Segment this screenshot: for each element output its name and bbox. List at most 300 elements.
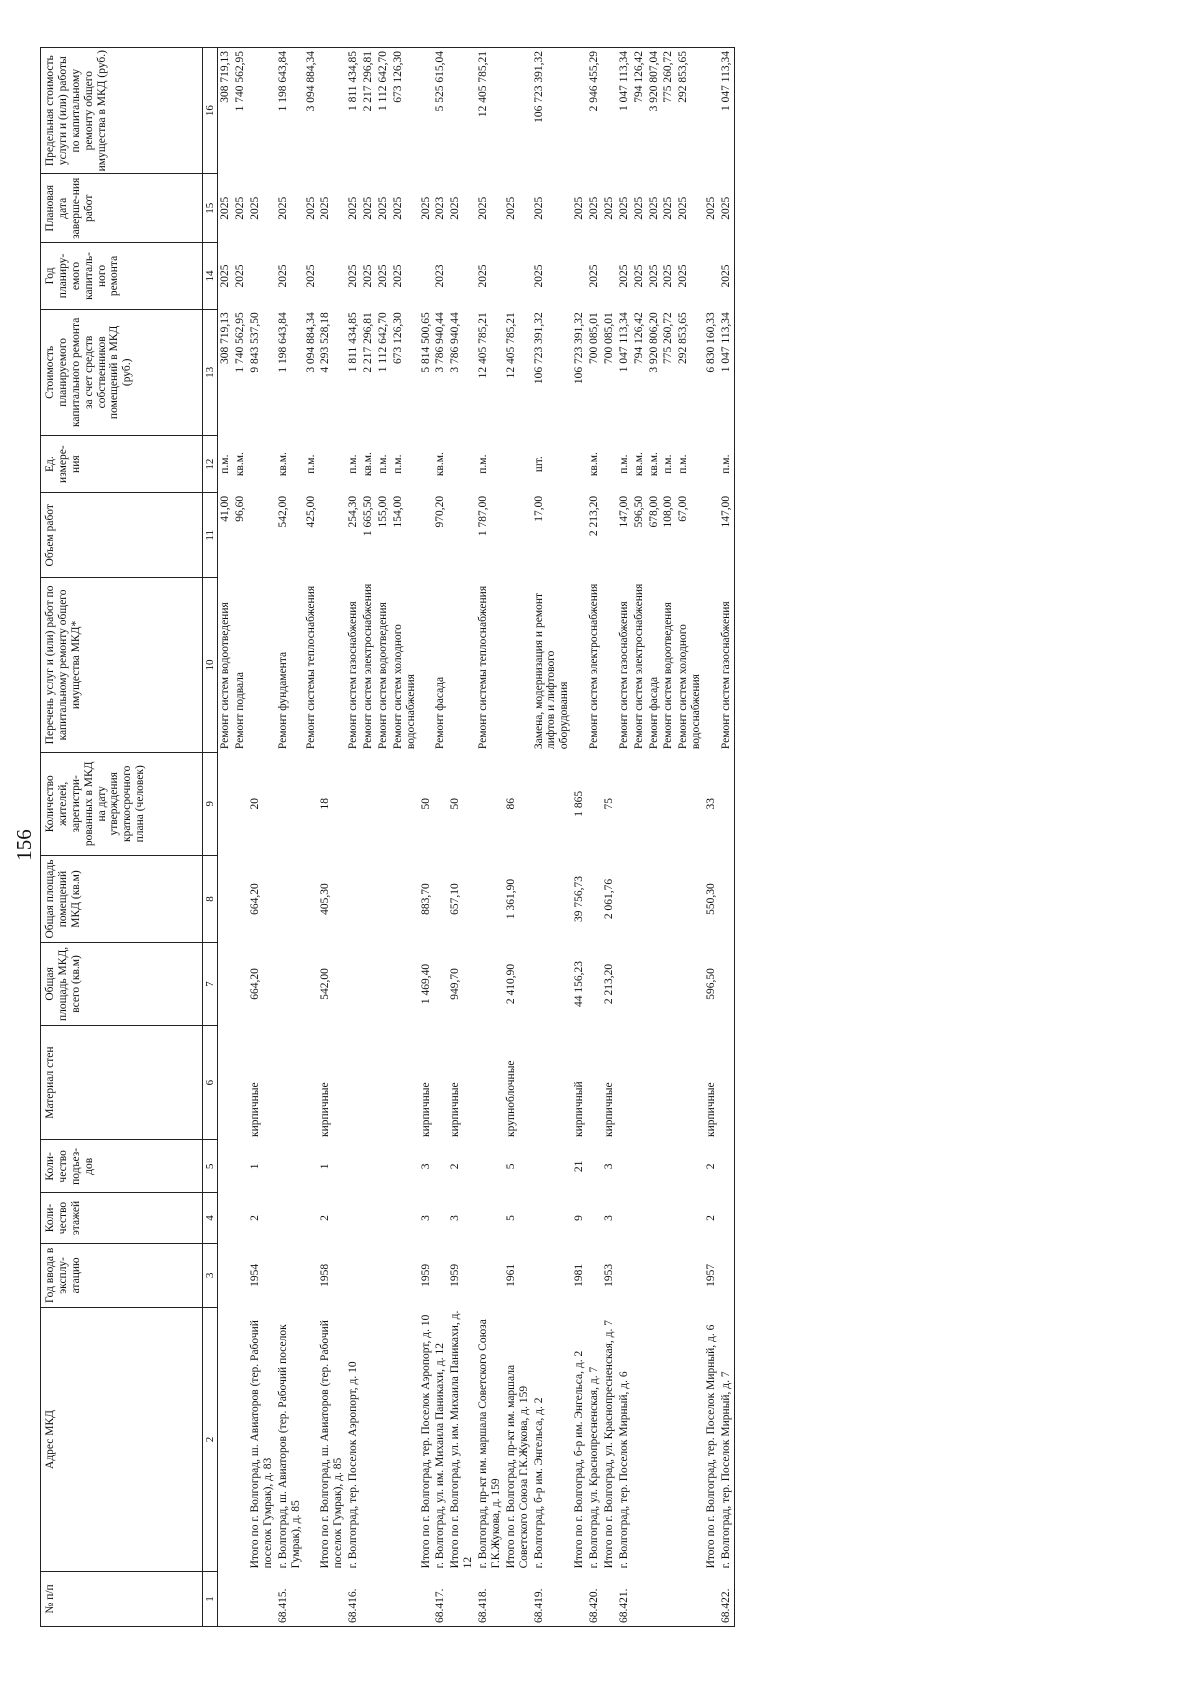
table-cell [661, 1193, 676, 1243]
table-cell [233, 1025, 248, 1140]
table-cell: 2025 [376, 264, 389, 288]
table-cell [504, 493, 532, 578]
table-cell: п.м. [477, 454, 490, 474]
table-cell: кв.м. [362, 452, 375, 477]
table-cell [587, 1140, 602, 1193]
table-cell [361, 752, 376, 855]
table-cell [532, 1025, 573, 1140]
table-cell: 308 719,13 [219, 312, 232, 364]
table-cell: 33 [705, 798, 718, 810]
table-cell [318, 48, 346, 174]
table-cell [572, 435, 587, 492]
table-row [572, 48, 587, 1627]
table-cell [719, 1243, 734, 1307]
table-cell [617, 855, 632, 942]
table-cell [617, 1025, 632, 1140]
table-cell: 2025 [632, 196, 645, 220]
table-cell: 1 047 113,34 [617, 48, 632, 174]
table-cell: Ремонт систем водоотведения [662, 602, 675, 750]
table-cell [361, 943, 376, 1026]
table-cell: 2025 [391, 264, 404, 288]
table-cell [433, 1193, 448, 1243]
table-cell: кирпичные [449, 1082, 462, 1137]
table-cell [476, 1140, 504, 1193]
table-cell: 596,50 [632, 495, 645, 528]
column-header-12: Ед. измере-ния [41, 435, 203, 492]
table-row [304, 48, 319, 1627]
table-row [419, 48, 434, 1627]
table-cell: 1957 [705, 1263, 718, 1287]
column-number-12: 12 [203, 435, 218, 492]
table-cell [376, 1140, 391, 1193]
table-cell: Итого по г. Волгоград, пр-кт им. маршала Советского Союза Г.К.Жукова, д. 159 [504, 1364, 530, 1569]
table-cell: 2025 [705, 196, 718, 220]
table-cell [433, 943, 448, 1026]
table-cell [632, 1571, 647, 1626]
table-cell: 3 920 807,04 [647, 48, 662, 174]
table-cell [391, 1140, 419, 1193]
table-cell: 3 094 884,34 [304, 48, 319, 174]
table-cell [346, 1193, 361, 1243]
table-cell: 2025 [677, 264, 690, 288]
table-cell [276, 855, 304, 942]
table-cell: 2025 [219, 196, 232, 220]
table-cell: 147,00 [719, 493, 734, 578]
table-cell [276, 1025, 304, 1140]
table-cell: 775 260,72 [662, 312, 675, 364]
table-cell: г. Волгоград, ул. Краснопресненская, д. 7 [588, 1366, 601, 1569]
table-cell: кирпичные [705, 1082, 718, 1137]
table-cell [719, 1025, 734, 1140]
table-cell: 2 946 455,29 [587, 48, 602, 174]
table-cell [602, 243, 617, 310]
table-cell [676, 1193, 704, 1243]
table-cell: Ремонт систем электроснабжения [588, 583, 601, 750]
table-cell [632, 752, 647, 855]
table-cell [376, 1571, 391, 1626]
table-cell: 1 787,00 [477, 495, 490, 537]
table-cell: 12 405 785,21 [504, 312, 517, 379]
table-cell [647, 1140, 662, 1193]
table-cell: 1958 [319, 1263, 332, 1287]
table-cell: 2025 [304, 264, 317, 288]
table-cell: 1 740 562,95 [233, 48, 248, 174]
table-cell: 2025 [362, 196, 375, 220]
table-cell [632, 1025, 647, 1140]
column-header-14: Год планиру-емого капиталь-ного ремонта [41, 243, 203, 310]
table-cell: 2 217 296,81 [361, 48, 376, 174]
table-cell: 1 865 [573, 790, 586, 817]
table-cell: 2025 [602, 196, 615, 220]
table-cell [661, 1140, 676, 1193]
table-cell [391, 1243, 419, 1307]
table-cell [617, 752, 632, 855]
table-cell: 3 920 806,20 [647, 312, 660, 373]
table-cell [346, 943, 361, 1026]
table-cell: 3 786 940,44 [434, 312, 447, 373]
table-cell [304, 943, 319, 1026]
table-cell [704, 243, 719, 310]
table-cell [361, 855, 376, 942]
table-cell: 155,00 [376, 495, 389, 528]
table-cell: г. Волгоград, тер. Поселок Аэропорт, д. 10 [347, 1361, 360, 1569]
column-number-7: 7 [203, 943, 218, 1026]
table-cell [248, 493, 276, 578]
table-cell [532, 855, 573, 942]
table-cell: Итого по г. Волгоград, тер. Поселок Мирный, д. 6 [705, 1324, 718, 1569]
table-cell: п.м. [719, 435, 734, 492]
table-cell: 3 [419, 1215, 432, 1221]
table-cell [276, 1140, 304, 1193]
table-cell [391, 855, 419, 942]
table-cell [318, 243, 346, 310]
table-cell: 17,00 [532, 495, 545, 522]
table-cell: 678,00 [647, 495, 660, 528]
table-cell [587, 1243, 602, 1307]
table-cell [276, 1193, 304, 1243]
table-cell: 292 853,65 [677, 312, 690, 364]
table-cell: г. Волгоград, б-р им. Энгельса, д. 2 [532, 1397, 545, 1569]
table-cell [391, 943, 419, 1026]
table-row [233, 48, 248, 1627]
table-cell: 794 126,42 [632, 312, 645, 364]
table-cell: 2025 [376, 196, 389, 220]
table-cell [233, 1571, 248, 1626]
table-cell [233, 1243, 248, 1307]
table-cell [218, 1243, 233, 1307]
table-cell: 550,30 [705, 883, 718, 915]
table-cell [346, 752, 361, 855]
table-row [676, 48, 704, 1627]
table-cell [276, 943, 304, 1026]
table-cell: кирпичный [573, 1081, 586, 1137]
table-cell [602, 1571, 617, 1626]
table-cell [304, 1140, 319, 1193]
table-cell [448, 48, 476, 174]
table-cell: кв.м. [276, 452, 289, 477]
table-cell [632, 1193, 647, 1243]
table-cell [602, 48, 617, 174]
table-cell: 67,00 [677, 495, 690, 522]
table-cell [632, 1140, 647, 1193]
table-cell: 1959 [449, 1263, 462, 1287]
table-cell [572, 1571, 587, 1626]
table-cell [587, 1025, 602, 1140]
table-cell [318, 493, 346, 578]
column-header-4: Коли-чество этажей [41, 1193, 203, 1243]
table-cell: кв.м. [588, 452, 601, 477]
repair-plan-table [40, 47, 735, 1627]
table-cell [647, 1571, 662, 1626]
table-cell [647, 1308, 662, 1572]
table-cell: 108,00 [662, 495, 675, 528]
table-cell [676, 1140, 704, 1193]
table-cell: кв.м. [434, 452, 447, 477]
table-cell [504, 1571, 532, 1626]
table-cell [391, 1193, 419, 1243]
table-cell: г. Волгоград, пр-кт им. маршала Советского Союза Г.К.Жукова, д. 159 [477, 1319, 502, 1569]
table-cell: 2025 [532, 196, 545, 220]
table-cell [676, 1025, 704, 1140]
table-cell: Ремонт систем водоотведения [219, 602, 232, 750]
table-cell [233, 1140, 248, 1193]
table-cell [433, 1140, 448, 1193]
table-cell: 2023 [434, 196, 447, 220]
table-cell [572, 578, 587, 752]
column-number-16: 16 [203, 48, 218, 174]
table-cell: 2025 [647, 196, 660, 220]
table-cell [376, 855, 391, 942]
table-cell [419, 243, 434, 310]
table-cell [661, 752, 676, 855]
table-cell: Ремонт систем водоотведения [376, 602, 389, 750]
table-cell: крупноблочные [504, 1060, 517, 1137]
table-cell: 2 [705, 1163, 718, 1170]
table-cell [532, 752, 573, 855]
table-cell: 2025 [719, 174, 734, 243]
table-cell: 292 853,65 [676, 48, 704, 174]
table-cell [617, 1193, 632, 1243]
table-cell: Ремонт систем электроснабжения [362, 583, 375, 750]
table-cell: п.м. [391, 454, 404, 474]
table-cell [361, 1308, 376, 1572]
table-cell [647, 855, 662, 942]
table-cell [476, 752, 504, 855]
column-header-8: Общая площадь помещений МКД (кв.м) [41, 855, 203, 942]
table-row [361, 48, 376, 1627]
table-cell: 308 719,13 [218, 48, 233, 174]
table-cell: 1 [319, 1163, 332, 1170]
table-cell: Ремонт систем электроснабжения [632, 583, 645, 750]
table-cell: 2025 [588, 264, 601, 288]
table-cell: 254,30 [347, 495, 360, 528]
table-cell [572, 493, 587, 578]
table-row [504, 48, 532, 1627]
table-cell: 20 [249, 798, 262, 810]
table-cell [233, 752, 248, 855]
table-cell: 2025 [391, 196, 404, 220]
column-number-5: 5 [203, 1140, 218, 1193]
header-row [41, 48, 203, 1627]
table-cell: 6 830 160,33 [705, 312, 718, 373]
column-number-11: 11 [203, 493, 218, 578]
table-cell [218, 1193, 233, 1243]
table-cell [602, 493, 617, 578]
table-cell [647, 1193, 662, 1243]
table-cell [248, 435, 276, 492]
table-row [617, 48, 632, 1627]
table-cell [476, 855, 504, 942]
table-cell: 542,00 [319, 968, 332, 1000]
table-cell [218, 1025, 233, 1140]
table-cell [419, 435, 434, 492]
table-cell: 2 [705, 1215, 718, 1221]
table-cell: 68.420. [587, 1571, 602, 1626]
table-cell [419, 578, 434, 752]
table-cell: 1 047 113,34 [617, 312, 630, 373]
column-header-9: Количество жителей, зарегистри-рованных в МКД на дату утверждения краткосрочного плана (человек) [41, 752, 203, 855]
table-cell [704, 1571, 719, 1626]
table-cell [391, 752, 419, 855]
table-cell: 2025 [319, 196, 332, 220]
table-cell: 86 [504, 798, 517, 810]
table-cell [376, 1308, 391, 1572]
column-header-6: Материал стен [41, 1025, 203, 1140]
table-cell: 794 126,42 [632, 48, 647, 174]
table-cell: 68.416. [346, 1571, 361, 1626]
table-cell [448, 243, 476, 310]
table-cell: кирпичные [319, 1082, 332, 1137]
table-cell [476, 1243, 504, 1307]
table-cell: Ремонт фасада [647, 676, 660, 750]
table-cell [304, 855, 319, 942]
table-cell: Итого по г. Волгоград, б-р им. Энгельса, д. 2 [573, 1350, 586, 1569]
table-cell [647, 943, 662, 1026]
table-cell: 68.422. [719, 1571, 734, 1626]
table-cell: 664,20 [249, 968, 262, 1000]
table-cell [617, 1140, 632, 1193]
table-cell: 1 198 643,84 [276, 312, 289, 373]
table-cell [587, 1193, 602, 1243]
table-cell [676, 855, 704, 942]
table-cell [233, 943, 248, 1026]
table-cell: 1981 [573, 1263, 586, 1287]
table-cell: кв.м. [647, 452, 660, 477]
table-cell [233, 1308, 248, 1572]
table-cell: 2025 [647, 264, 660, 288]
table-cell [661, 1571, 676, 1626]
table-cell: 68.415. [276, 1571, 304, 1626]
table-cell: 18 [319, 798, 332, 810]
table-cell: 1 198 643,84 [276, 48, 304, 174]
table-cell: 2025 [573, 196, 586, 220]
table-cell: 3 [602, 1215, 615, 1221]
table-cell [419, 493, 434, 578]
table-cell [448, 1571, 476, 1626]
table-cell: 2 [249, 1215, 262, 1221]
table-cell: 68.421. [617, 1571, 632, 1626]
table-cell [704, 435, 719, 492]
table-cell [304, 752, 319, 855]
table-cell: 2025 [419, 196, 432, 220]
table-cell: 12 405 785,21 [477, 312, 490, 379]
table-cell: 664,20 [249, 883, 262, 915]
table-cell: 657,10 [449, 883, 462, 915]
table-cell: 2025 [347, 264, 360, 288]
table-cell: 41,00 [219, 495, 232, 522]
table-row [632, 48, 647, 1627]
column-number-1: 1 [203, 1571, 218, 1626]
table-cell: 2025 [632, 264, 645, 288]
column-number-2: 2 [203, 1308, 218, 1572]
column-number-10: 10 [203, 578, 218, 752]
table-row [661, 48, 676, 1627]
table-cell: 1954 [249, 1263, 262, 1287]
table-cell [318, 578, 346, 752]
table-cell: 1 811 434,85 [346, 48, 361, 174]
table-cell: 106 723 391,32 [532, 48, 573, 174]
table-cell: 883,70 [419, 883, 432, 915]
table-row [704, 48, 719, 1627]
table-cell [719, 855, 734, 942]
table-cell: 2025 [449, 196, 462, 220]
table-cell [704, 578, 719, 752]
column-header-10: Перечень услуг и (или) работ по капитальному ремонту общего имущества МКД* [41, 578, 203, 752]
table-cell [719, 1193, 734, 1243]
table-cell [587, 855, 602, 942]
table-cell [572, 48, 587, 174]
table-cell: 700 085,01 [602, 312, 615, 364]
table-cell: кирпичные [602, 1082, 615, 1137]
column-header-1: № п/п [41, 1571, 203, 1626]
table-cell: 2 410,90 [504, 963, 517, 1005]
table-cell: 2 213,20 [588, 495, 601, 537]
table-cell [248, 1571, 276, 1626]
table-cell [304, 1308, 319, 1572]
table-cell: г. Волгоград, тер. Поселок Мирный, д. 7 [719, 1308, 734, 1572]
table-cell [676, 943, 704, 1026]
table-row [218, 48, 233, 1627]
table-cell: 2025 [362, 264, 375, 288]
table-cell [532, 1193, 573, 1243]
table-cell: 1 811 434,85 [347, 312, 360, 373]
table-cell [248, 48, 276, 174]
column-header-7: Общая площадь МКД, всего (кв.м) [41, 943, 203, 1026]
table-cell: кирпичные [419, 1082, 432, 1137]
table-cell [587, 943, 602, 1026]
table-cell: п.м. [347, 454, 360, 474]
table-cell [391, 1308, 419, 1572]
table-cell [602, 435, 617, 492]
table-cell [572, 243, 587, 310]
table-cell: 2025 [347, 196, 360, 220]
table-cell [276, 1243, 304, 1307]
table-cell [376, 1025, 391, 1140]
table-cell: 2025 [588, 196, 601, 220]
table-cell: 1 112 642,70 [376, 312, 389, 373]
table-cell [661, 1025, 676, 1140]
column-number-15: 15 [203, 174, 218, 243]
table-cell: шт. [532, 456, 545, 473]
table-cell: Ремонт систем холодного водоснабжения [391, 624, 417, 750]
table-cell: 673 126,30 [391, 312, 404, 364]
column-number-row [203, 48, 218, 1627]
table-row [391, 48, 419, 1627]
table-cell [661, 943, 676, 1026]
table-row [376, 48, 391, 1627]
table-cell [704, 48, 719, 174]
table-cell [719, 752, 734, 855]
table-cell: п.м. [304, 454, 317, 474]
table-cell: Ремонт систем газоснабжения [719, 578, 734, 752]
table-cell: 3 [449, 1215, 462, 1221]
table-cell [361, 1025, 376, 1140]
table-cell [532, 943, 573, 1026]
table-cell: 147,00 [617, 495, 630, 528]
table-cell: 405,30 [319, 883, 332, 915]
table-cell [676, 1243, 704, 1307]
table-cell [419, 1571, 434, 1626]
table-cell: 775 260,72 [661, 48, 676, 174]
table-cell [661, 855, 676, 942]
table-row [476, 48, 504, 1627]
table-cell [448, 435, 476, 492]
table-cell: 2025 [477, 264, 490, 288]
table-cell: Замена, модернизация и ремонт лифтов и лифтового оборудования [532, 592, 571, 750]
table-cell [361, 1243, 376, 1307]
table-cell [218, 1308, 233, 1572]
table-cell: 21 [573, 1160, 586, 1173]
